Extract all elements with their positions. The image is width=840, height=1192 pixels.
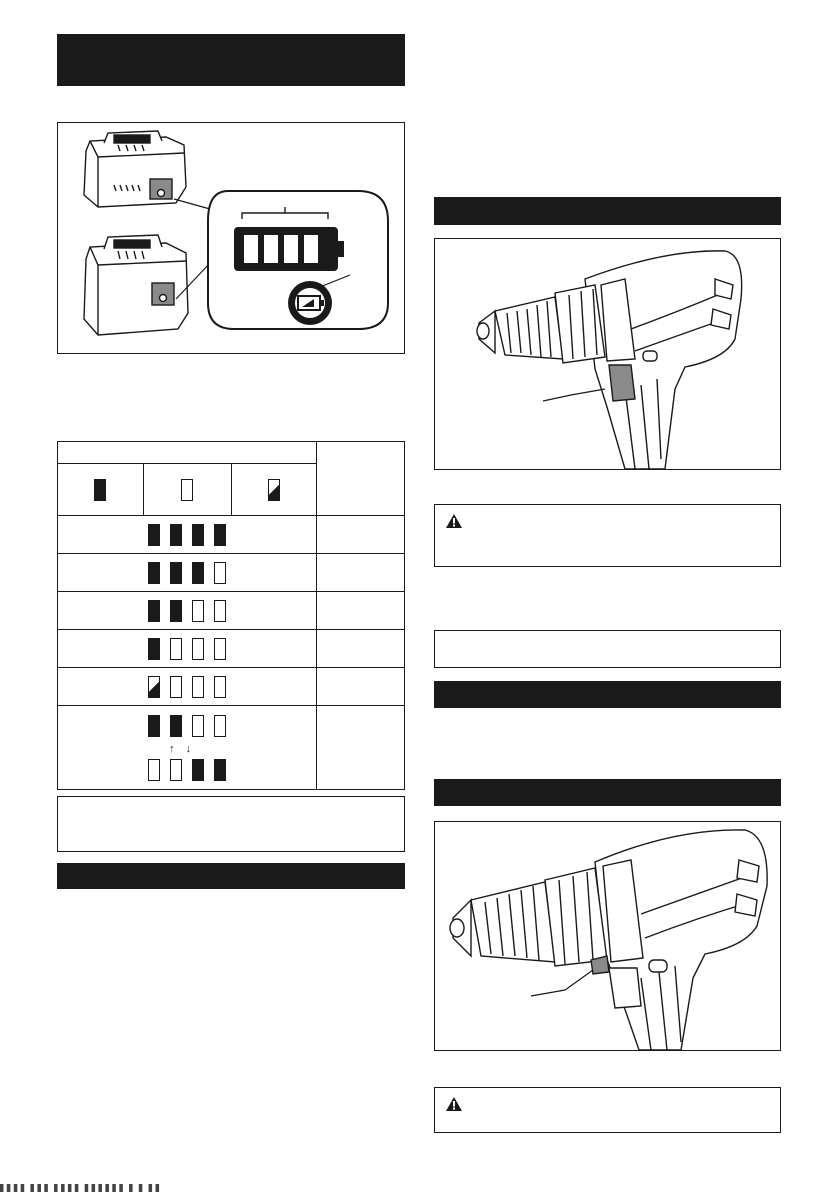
lamp-blinking-icon	[148, 676, 160, 698]
caution-box-2	[434, 1087, 781, 1133]
section-heading-bar-switch	[434, 197, 781, 225]
note-box-2	[434, 630, 781, 668]
remaining-cell	[317, 668, 405, 706]
lamp-pattern	[58, 600, 316, 622]
lamp-pattern-alt	[58, 759, 316, 781]
drill-lever-illustration	[435, 822, 780, 1050]
table-row	[58, 516, 317, 554]
figure-reversing-lever	[434, 821, 781, 1051]
indicator-lamps-table	[57, 441, 405, 789]
lamp-off-icon	[214, 562, 226, 584]
caution-box	[434, 504, 781, 567]
lamp-blinking-icon	[268, 479, 280, 501]
legend-lit	[58, 464, 144, 516]
lamp-pattern	[58, 524, 316, 546]
lamp-lit-icon	[94, 479, 106, 501]
lamp-lit-icon	[148, 562, 160, 584]
figure-battery-indicator	[57, 122, 405, 354]
indicator-lamps-icon	[234, 227, 344, 271]
footer-cutoff-text: ▌▌▌▌ ▌▌▌ ▌▌▌▌ ▌▌▌▌▌▌ ▌ ▌ ▌▌	[0, 1184, 163, 1192]
lamp-lit-icon	[170, 562, 182, 584]
table-header-lamps	[58, 442, 317, 464]
lamp-lit-icon	[148, 715, 160, 737]
lamp-off-icon	[214, 676, 226, 698]
lamp-lit-icon	[148, 638, 160, 660]
remaining-cell	[317, 630, 405, 668]
note-box	[57, 796, 405, 852]
battery-illustration	[58, 123, 404, 353]
legend-off	[143, 464, 231, 516]
lamp-off-icon	[192, 638, 204, 660]
lamp-off-icon	[192, 715, 204, 737]
lamp-off-icon	[214, 600, 226, 622]
check-button-icon	[288, 281, 332, 325]
table-row	[58, 630, 317, 668]
legend-blinking	[231, 464, 317, 516]
lamp-lit-icon	[192, 562, 204, 584]
lamp-lit-icon	[214, 759, 226, 781]
remaining-cell	[317, 516, 405, 554]
lamp-lit-icon	[192, 524, 204, 546]
section-heading-bar	[57, 863, 405, 889]
warning-triangle-icon	[445, 513, 463, 529]
lamp-pattern	[58, 676, 316, 698]
lamp-lit-icon	[148, 524, 160, 546]
lamp-pattern	[58, 715, 316, 737]
battery-cartridge-large-icon	[84, 235, 188, 335]
lamp-lit-icon	[170, 600, 182, 622]
lamp-lit-icon	[192, 759, 204, 781]
section-heading-bar-reversing	[434, 779, 781, 806]
table-row	[58, 668, 317, 706]
section-heading-bar-top	[57, 34, 405, 86]
figure-switch-trigger	[434, 238, 781, 470]
lamp-pattern	[58, 638, 316, 660]
lamp-lit-icon	[170, 524, 182, 546]
alternating-arrows: ↑ ↓	[169, 742, 196, 755]
lamp-off-icon	[192, 676, 204, 698]
lamp-off-icon	[181, 479, 193, 501]
table-row	[58, 554, 317, 592]
drill-trigger-illustration	[435, 239, 780, 469]
lamp-lit-icon	[148, 600, 160, 622]
section-heading-bar-light	[434, 681, 781, 708]
remaining-cell	[317, 592, 405, 630]
battery-cartridge-small-icon	[84, 131, 186, 207]
lamp-off-icon	[170, 759, 182, 781]
lamp-off-icon	[214, 638, 226, 660]
warning-triangle-icon	[445, 1096, 463, 1112]
lamp-off-icon	[214, 715, 226, 737]
lamp-pattern	[58, 562, 316, 584]
lamp-off-icon	[170, 638, 182, 660]
lamp-off-icon	[148, 759, 160, 781]
lamp-lit-icon	[170, 715, 182, 737]
lamp-lit-icon	[214, 524, 226, 546]
table-header-remaining	[317, 442, 405, 516]
lamp-off-icon	[170, 676, 182, 698]
remaining-cell	[317, 706, 405, 790]
table-row	[58, 592, 317, 630]
remaining-cell	[317, 554, 405, 592]
table-row	[58, 706, 317, 790]
lamp-off-icon	[192, 600, 204, 622]
